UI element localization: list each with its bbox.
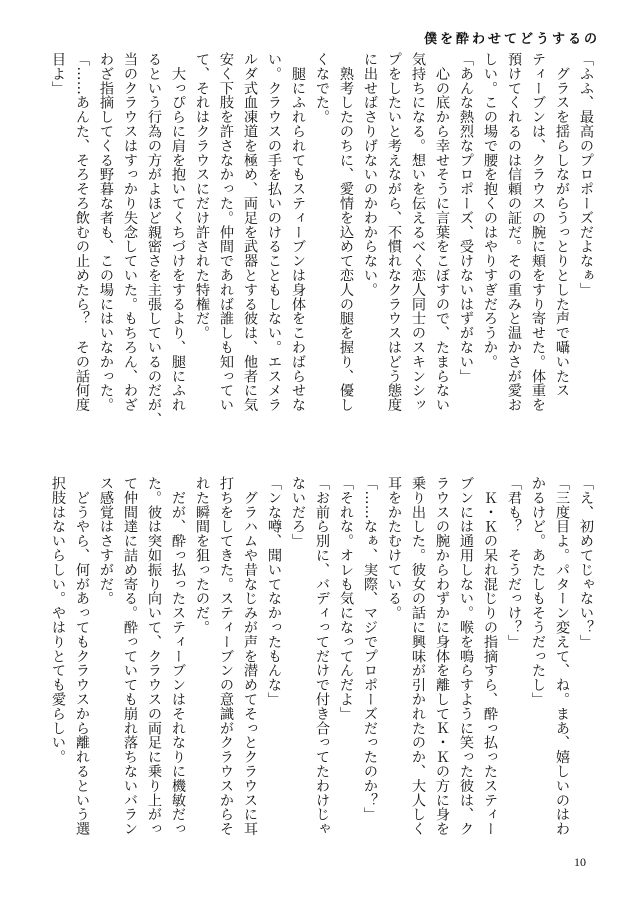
text-line: 「あんな熱烈なプロポーズ、受けないはずがない」 xyxy=(458,52,474,384)
text-line: 「ふふ、最高のプロポーズだよなぁ」 xyxy=(578,52,594,297)
text-line: 目よ」 xyxy=(50,52,66,96)
text-line: 預けてくれるのは信頼の証だ。その重みと温かさが愛お xyxy=(506,52,522,412)
text-line: た。彼は突如振り向いて、クラウスの両足に乗り上がっ xyxy=(146,476,162,836)
text-line: 安く下肢を許さなかった。仲間であれば誰しも知ってい xyxy=(218,52,234,412)
text-line: い。クラウスの手を払いのけることもしない。エスメラ xyxy=(266,52,282,412)
text-line: 耳をかたむけている。 xyxy=(386,476,402,620)
text-line: 熟考したのちに、愛情を込めて恋人の腿を握り、優し xyxy=(338,52,354,412)
text-line: 択肢はないらしい。やはりとても愛らしい。 xyxy=(50,476,66,764)
text-line: 「え、初めてじゃない？」 xyxy=(578,476,594,649)
text-line: ルダ式血凍道を極め、両足を武器とする彼は、他者に気 xyxy=(242,52,258,412)
text-line: 大っぴらに肩を抱いてくちづけをするより、腿にふれ xyxy=(170,52,186,412)
text-line: しい。この場で腰を抱くのはやりすぎだろうか。 xyxy=(482,52,498,369)
text-line: グラハムや昔なじみが声を潜めてそっとクラウスに耳 xyxy=(242,476,258,836)
text-line: プをしたいと考えながら、不慣れなクラウスはどう態度 xyxy=(386,52,402,412)
text-line: 「ンな噂、聞いてなかったもんな」 xyxy=(266,476,282,707)
text-line: Ｋ・Ｋの呆れ混じりの指摘すら、酔っ払ったスティー xyxy=(482,476,498,836)
text-line: ス感覚はさすがだ。 xyxy=(98,476,114,606)
text-line: くなでた。 xyxy=(314,52,330,124)
text-line: に出せばさりげないのかわからない。 xyxy=(362,52,378,297)
text-line: 乗り出した。彼女の話に興味が引かれたのか、大人しく xyxy=(410,476,426,836)
text-line: ブンには通用しない。喉を鳴らすように笑った彼は、ク xyxy=(458,476,474,836)
text-line: ないだろ」 xyxy=(290,476,306,548)
text-line: ティーブンは、クラウスの腕に頬をすり寄せた。体重を xyxy=(530,52,546,412)
text-line: 「……なぁ、実際、マジでプロポーズだったのか？」 xyxy=(362,476,378,822)
text-line: れた瞬間を狙ったのだ。 xyxy=(194,476,210,635)
text-line: 「……あんた、そろそろ飲むの止めたら？ その話何度 xyxy=(74,52,90,412)
text-line: て仲間達に詰め寄る。酔っていても崩れ落ちないバラン xyxy=(122,476,138,836)
running-title: 僕を酔わせてどうするの xyxy=(423,32,600,47)
text-line: だが、酔っ払ったスティーブンはそれなりに機敏だっ xyxy=(170,476,186,836)
text-line: わざ指摘してくる野暮な者も、この場にはいなかった。 xyxy=(98,52,114,412)
text-line: 腿にふれられてもスティーブンは身体をこわばらせな xyxy=(290,52,306,412)
text-line: 「お前ら別に、バディってだけで付き合ってたわけじゃ xyxy=(314,476,330,836)
text-line: 心の底から幸せそうに言葉をこぼすので、たまらない xyxy=(434,52,450,412)
text-line: グラスを揺らしながらうっとりとした声で囁いたス xyxy=(554,52,570,398)
page-number: 10 xyxy=(574,855,586,869)
text-line: 「それな。オレも気になってんだよ」 xyxy=(338,476,354,721)
upper-text-block xyxy=(28,52,598,437)
text-line: 「三度目よ。パターン変えて、ね。まあ、嬉しいのはわ xyxy=(554,476,570,836)
text-line: 当のクラウスはすっかり失念していた。もちろん、わざ xyxy=(122,52,138,412)
lower-text-block xyxy=(28,476,598,861)
text-line: て、それはクラウスにだけ許された特権だ。 xyxy=(194,52,210,340)
text-line: ラウスの腕からわずかに身体を離してＫ・Ｋの方に身を xyxy=(434,476,450,836)
text-line: 「君も？ そうだっけ？」 xyxy=(506,476,522,649)
text-line: 気持ちになる。想いを伝えるべく恋人同士のスキンシッ xyxy=(410,52,426,412)
text-line: かるけど。あたしもそうだったし」 xyxy=(530,476,546,707)
text-line: 打ちをしてきた。スティーブンの意識がクラウスからそ xyxy=(218,476,234,836)
text-line: どうやら、何があってもクラウスから離れるという選 xyxy=(74,476,90,836)
text-line: るという行為の方がよほど親密さを主張しているのだが、 xyxy=(146,52,162,427)
